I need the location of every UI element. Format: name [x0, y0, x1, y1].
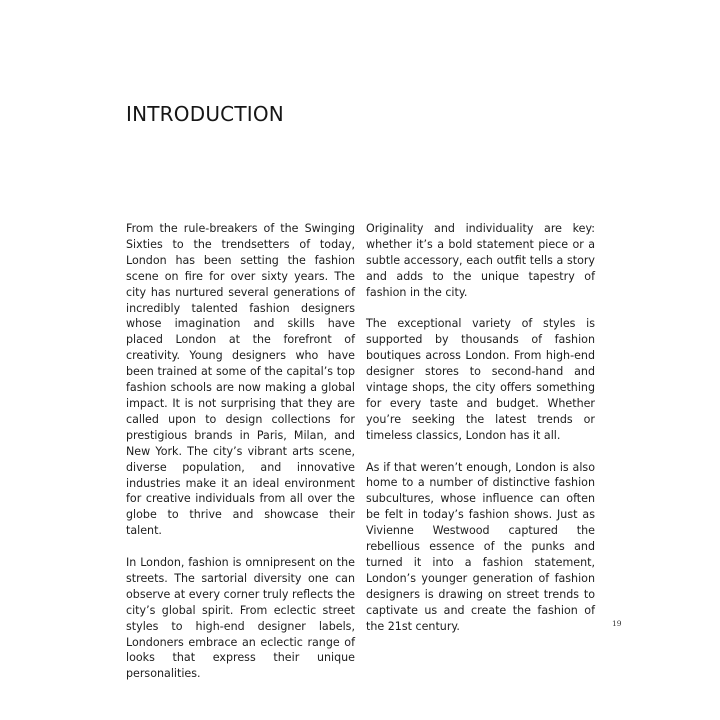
body-paragraph: From the rule-breakers of the Swinging Sixties to the trendsetters of today, London has been setting the fashion scene on fire for over sixty years. The city has nurtured several generations of incredibly talented fashion designers whose imagination and skills have placed London at the forefront of creativity. Young designers who have been trained at some of the capital’s top fashion schools are now making a global impact. It is not surprising that they are called upon to design collections for prestigious brands in Paris, Milan, and New York. The city’s vibrant arts scene, diverse population, and innovative industries make it an ideal environment for creative individuals from all over the globe to thrive and showcase their talent. [126, 222, 355, 538]
right-text-column [366, 221, 595, 635]
body-paragraph: The exceptional variety of styles is supported by thousands of fashion boutiques across London. From high-end designer stores to second-hand and vintage shops, the city offers something for every taste and budget. Whether you’re seeking the latest trends or timeless classics, London has it all. [366, 317, 595, 442]
body-paragraph: In London, fashion is omnipresent on the streets. The sartorial diversity one can observe at every corner truly reflects the city’s global spirit. From eclectic street styles to high-end designer labels, Londoners embrace an eclectic range of looks that express their unique personalities. [126, 556, 355, 681]
left-text-column [126, 221, 355, 682]
body-paragraph: As if that weren’t enough, London is also home to a number of distinctive fashion subcultures, whose influence can often be felt in today’s fashion shows. Just as Vivienne Westwood captured the rebellious essence of the punks and turned it into a fashion statement, London’s younger generation of fashion designers is drawing on street trends to captivate us and create the fashion of the 21st century. [366, 460, 595, 633]
body-paragraph: Originality and individuality are key: whether it’s a bold statement piece or a subtle accessory, each outfit tells a story and adds to the unique tapestry of fashion in the city. [366, 222, 595, 299]
page-title: INTRODUCTION [126, 102, 284, 126]
page-number: 19 [612, 619, 622, 628]
